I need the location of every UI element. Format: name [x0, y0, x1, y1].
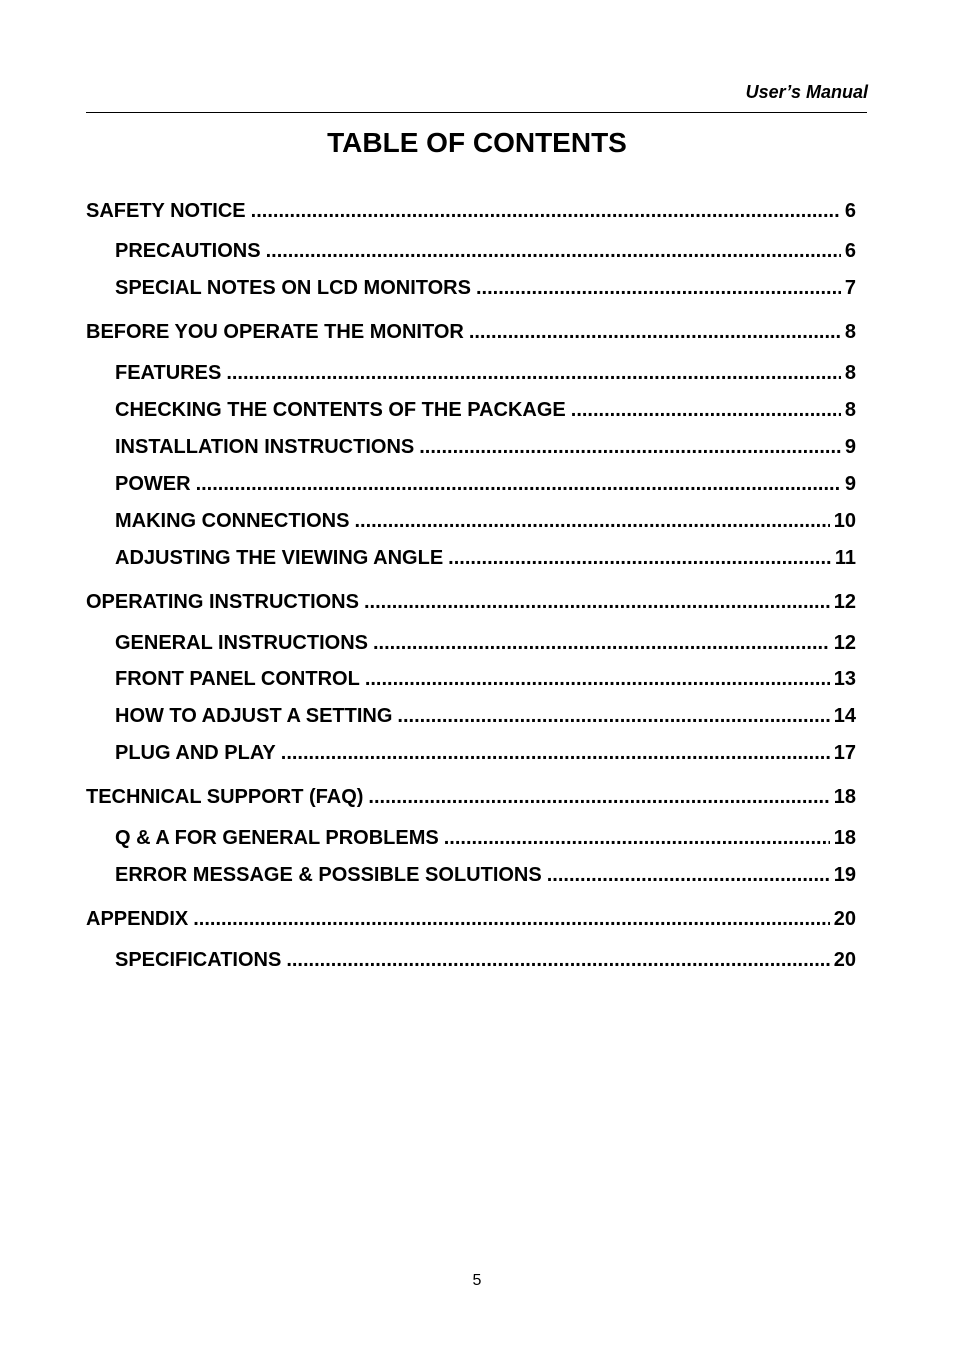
toc-entry[interactable] — [115, 240, 856, 266]
toc-leader-dots — [448, 547, 831, 570]
toc-entry-page: 7 — [844, 277, 856, 299]
toc-entry[interactable] — [86, 786, 856, 812]
toc-entry-label: FEATURES — [115, 362, 222, 384]
manual-header-label: User’s Manual — [745, 82, 868, 102]
toc-entry-page: 20 — [833, 908, 856, 930]
toc-leader-dots — [476, 277, 841, 300]
toc-leader-dots — [373, 632, 830, 655]
toc-entry[interactable] — [115, 547, 856, 573]
toc-entry-page: 10 — [833, 510, 856, 532]
page-number: 5 — [472, 1272, 482, 1289]
toc-entry[interactable] — [86, 200, 856, 226]
toc-entry[interactable] — [115, 399, 856, 425]
toc-entry-label: PRECAUTIONS — [115, 240, 261, 262]
toc-entry-page: 9 — [844, 473, 856, 495]
toc-leader-dots — [547, 864, 830, 887]
toc-entry-label: INSTALLATION INSTRUCTIONS — [115, 436, 415, 458]
toc-leader-dots — [266, 240, 841, 263]
toc-leader-dots — [444, 827, 830, 850]
toc-entry-label: CHECKING THE CONTENTS OF THE PACKAGE — [115, 399, 566, 421]
toc-entry-page: 6 — [844, 200, 856, 222]
toc-entry-page: 18 — [833, 786, 856, 808]
page-title: TABLE OF CONTENTS — [327, 127, 627, 158]
toc-entry[interactable] — [86, 908, 856, 934]
toc-leader-dots — [365, 668, 830, 691]
toc-entry-label: SPECIAL NOTES ON LCD MONITORS — [115, 277, 471, 299]
toc-entry-label: APPENDIX — [86, 908, 189, 930]
toc-entry-label: MAKING CONNECTIONS — [115, 510, 350, 532]
toc-entry-label: Q & A FOR GENERAL PROBLEMS — [115, 827, 439, 849]
toc-entry[interactable] — [115, 436, 856, 462]
toc-entry-label: GENERAL INSTRUCTIONS — [115, 632, 368, 654]
toc-entry-label: FRONT PANEL CONTROL — [115, 668, 360, 690]
toc-entry-page: 11 — [834, 547, 856, 569]
toc-entry-page: 6 — [844, 240, 856, 262]
toc-entry-page: 14 — [833, 705, 856, 727]
toc-leader-dots — [226, 362, 841, 385]
toc-entry-label: HOW TO ADJUST A SETTING — [115, 705, 393, 727]
toc-entry-label: TECHNICAL SUPPORT (FAQ) — [86, 786, 364, 808]
toc-entry-page: 19 — [833, 864, 856, 886]
toc-entry-page: 9 — [844, 436, 856, 458]
toc-leader-dots — [196, 473, 841, 496]
toc-leader-dots — [354, 510, 829, 533]
toc-entry-page: 8 — [844, 399, 856, 421]
toc-entry-label: ADJUSTING THE VIEWING ANGLE — [115, 547, 444, 569]
toc-entry[interactable] — [115, 362, 856, 388]
toc-entry[interactable] — [86, 321, 856, 347]
toc-leader-dots — [469, 321, 841, 344]
toc-entry-page: 12 — [833, 632, 856, 654]
toc-entry-page: 18 — [833, 827, 856, 849]
toc-leader-dots — [419, 436, 841, 459]
toc-entry[interactable] — [86, 591, 856, 617]
toc-entry[interactable] — [115, 864, 856, 890]
toc-entry[interactable] — [115, 668, 856, 694]
toc-entry-page: 20 — [833, 949, 856, 971]
toc-entry-page: 8 — [844, 321, 856, 343]
toc-entry-label: PLUG AND PLAY — [115, 742, 276, 764]
toc-entry-label: POWER — [115, 473, 191, 495]
toc-entry[interactable] — [115, 949, 856, 975]
toc-entry-page: 12 — [833, 591, 856, 613]
toc-leader-dots — [281, 742, 830, 765]
toc-entry-page: 17 — [833, 742, 856, 764]
toc-entry-label: OPERATING INSTRUCTIONS — [86, 591, 359, 613]
toc-entry[interactable] — [115, 632, 856, 658]
toc-entry-page: 8 — [844, 362, 856, 384]
toc-entry[interactable] — [115, 473, 856, 499]
toc-leader-dots — [286, 949, 829, 972]
toc-entry[interactable] — [115, 827, 856, 853]
toc-entry-label: SAFETY NOTICE — [86, 200, 246, 222]
toc-leader-dots — [364, 591, 830, 614]
toc-leader-dots — [571, 399, 841, 422]
toc-entry-label: ERROR MESSAGE & POSSIBLE SOLUTIONS — [115, 864, 542, 886]
toc-entry[interactable] — [115, 277, 856, 303]
toc-entry[interactable] — [115, 705, 856, 731]
toc-entry[interactable] — [115, 510, 856, 536]
toc-entry-page: 13 — [833, 668, 856, 690]
toc-leader-dots — [368, 786, 829, 809]
toc-entry-label: SPECIFICATIONS — [115, 949, 282, 971]
toc-leader-dots — [397, 705, 829, 728]
toc-entry[interactable] — [115, 742, 856, 768]
toc-leader-dots — [251, 200, 841, 223]
toc-leader-dots — [193, 908, 830, 931]
toc-entry-label: BEFORE YOU OPERATE THE MONITOR — [86, 321, 464, 343]
